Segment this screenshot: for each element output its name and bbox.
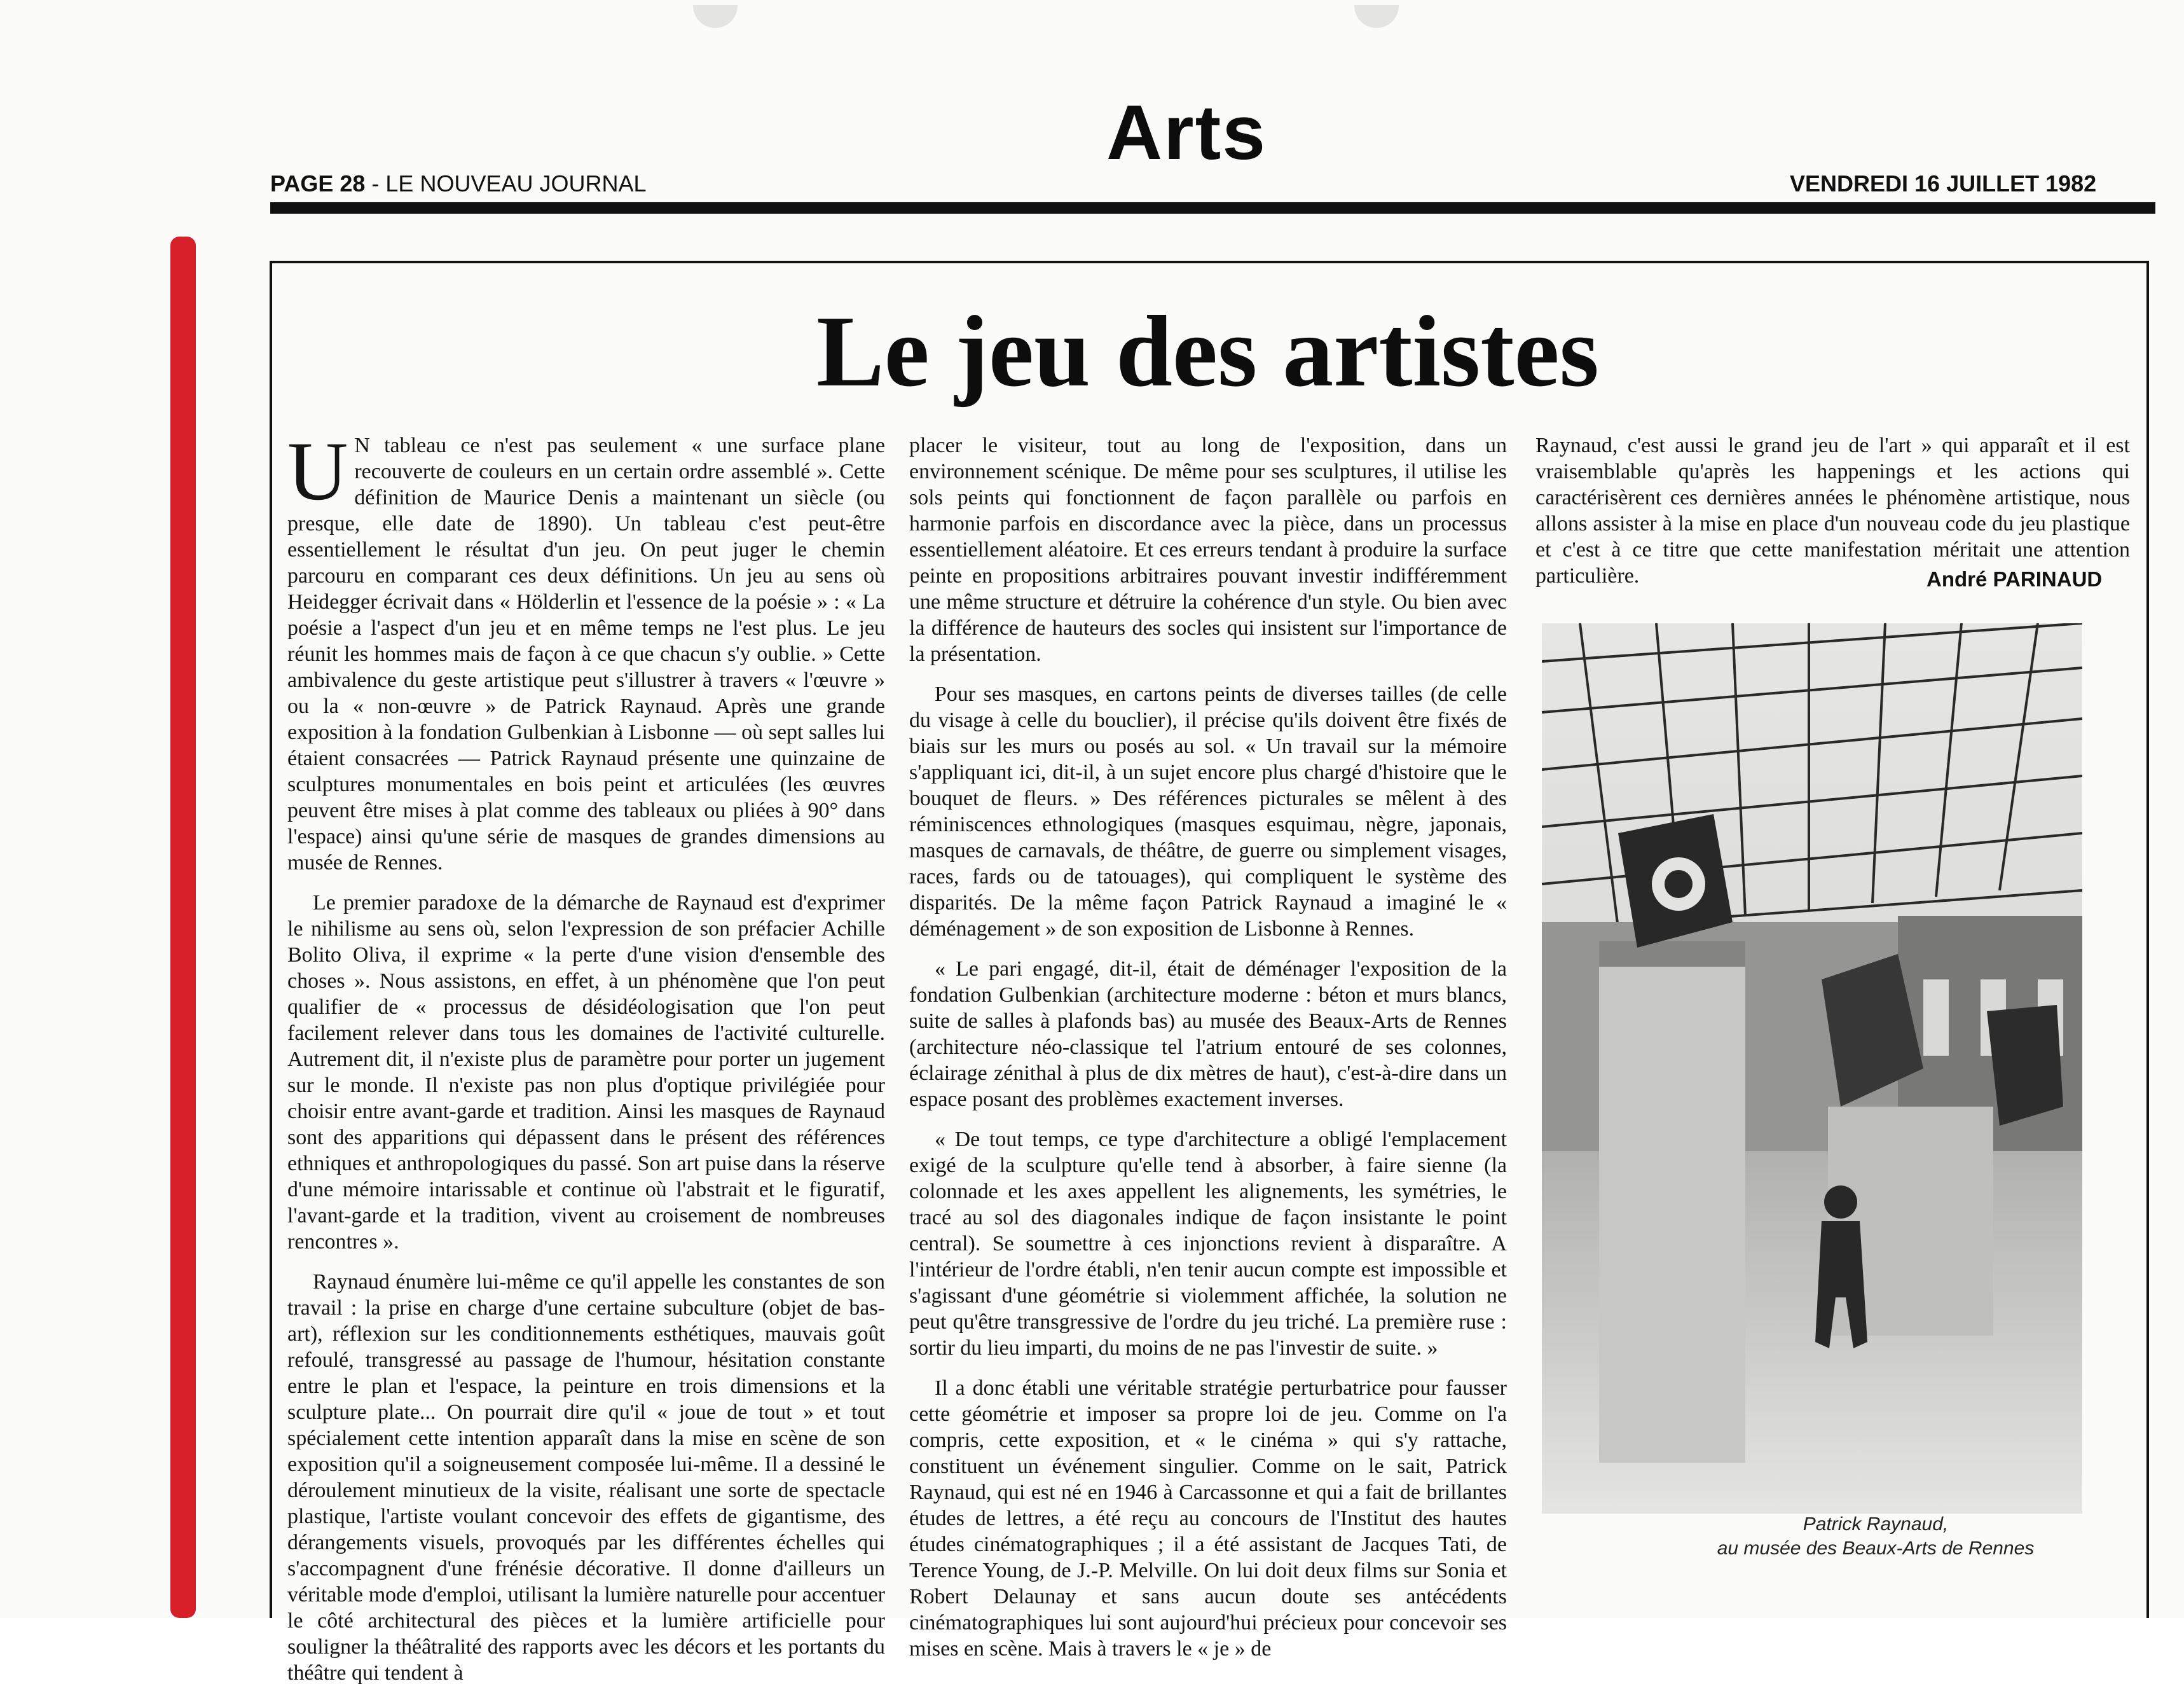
newspaper-name: LE NOUVEAU JOURNAL	[385, 170, 647, 197]
paragraph: placer le visiteur, tout au long de l'exposition, dans un environnement scénique. De même pour ses sculptures, il utilise les sols peints qui fonctionnent de façon parallèle ou parfois en harmonie parfois en discordance avec la pièce, dans un processus essentiellement aléatoire. Et ces erreurs tendant à produire la surface peinte en propositions arbitraires pouvant investir indifféremment une même structure et détruire la cohérence d'un style. Ou bien avec la différence de hauteurs des socles qui insistent sur l'importance de la présentation.	[909, 434, 1507, 666]
photo-caption	[1653, 1512, 2098, 1561]
issue-date: VENDREDI 16 JUILLET 1982	[1790, 170, 2097, 197]
paragraph: Il a donc établi une véritable stratégie perturbatrice pour fausser cette géométrie et imposer sa propre loi de jeu. Comme on l'a compris, cette exposition, et « le cinéma » qui s'y rattache, constituent un événement singulier. Comme on le sait, Patrick Raynaud, qui est né en 1946 à Carcassonne et qui a fait de brillantes études de lettres, a été reçu au concours de l'Institut des hautes études cinématographiques ; il a été assistant de Jacques Tati, de Terence Young, de J.-P. Melville. On lui doit deux films sur Sonia et Robert Delaunay et sans aucun doute ses antécédents cinématographiques lui sont aujourd'hui précieux pour concevoir ses mises en scène. Mais à travers le « je » de	[909, 1376, 1507, 1661]
caption-line: Patrick Raynaud,	[1803, 1514, 1949, 1535]
paragraph: Pour ses masques, en cartons peints de diverses tailles (de celle du visage à celle du bouclier), il précise qu'ils doivent être fixés de biais sur les murs ou posés au sol. « Un travail sur la mémoire s'appliquant ici, dit-il, à un sujet encore plus chargé d'histoire que le bouquet de fleurs. » Des références picturales se mêlent à des réminiscences ethnologiques (masques esquimau, nègre, japonais, masques de carnavals, de théâtre, de guerre ou simplement visages, races, fards ou de tatouages), qui compliquent le système des disparités. De la même façon Patrick Raynaud a imaginé le « déménagement » de son exposition de Lisbonne à Rennes.	[909, 682, 1507, 941]
paragraph-text: N tableau ce n'est pas seulement « une surface plane recouverte de couleurs en un certain ordre assemblé ». Cette définition de Maurice Denis a maintenant un siècle (ou presque, elle date de 1890). Un tableau c'est peut-être essentiellement le résultat d'un jeu. On peut juger le chemin parcouru en comparant ces deux définitions. Un jeu au sens où Heidegger écrivait dans « Hölderlin et l'essence de la poésie » : « La poésie a l'aspect d'un jeu et en même temps ne l'est plus. Le jeu réunit les hommes mais de façon à ce que chacun s'y oublie. » Cette ambivalence du geste artistique peut s'illustrer à travers « l'œuvre » ou la « non-œuvre » de Patrick Raynaud. Après une grande exposition à la fondation Gulbenkian à Lisbonne — où sept salles lui étaient consacrées — Patrick Raynaud présente une quinzaine de sculptures monumentales en bois peint et articulées (les œuvres peuvent être mises à plat comme des tableaux ou pliées à 90° dans l'espace) ainsi qu'une série de masques de grandes dimensions au musée de Rennes.	[287, 434, 885, 874]
paragraph: « Le pari engagé, dit-il, était de déménager l'exposition de la fondation Gulbenkian (architecture moderne : béton et murs blancs, suite de salles à plafonds bas) au musée des Beaux-Arts de Rennes (architecture néo-classique tel l'atrium entouré de ses colonnes, éclairage zénithal à plus de dix mètres de haut), c'est-à-dire dans un espace posant des problèmes exactement inverses.	[909, 957, 1507, 1111]
gallery-photo-illustration	[1542, 623, 2082, 1514]
paragraph	[287, 424, 885, 876]
page-folio	[270, 170, 647, 197]
page-number: PAGE 28	[270, 170, 366, 197]
drop-cap: U	[287, 424, 348, 518]
paragraph: Raynaud, c'est aussi le grand jeu de l'art » qui apparaît et il est vraisemblable qu'après les happenings et les actions qui caractérisèrent ces dernières années le phénomène artistique, nous allons assister à la mise en place d'un nouveau code du jeu plastique et c'est à ce titre que cette manifestation méritait une attention particulière.	[1535, 434, 2130, 588]
paragraph: « De tout temps, ce type d'architecture a obligé l'emplacement exigé de la sculpture qu'elle tend à absorber, à faire sienne (la colonnade et les axes appellent les alignements, les symétries, le tracé au sol des diagonales indique de façon insistante le point central). Se soumettre à ces injonctions revient à disparaître. A l'intérieur de l'ordre établi, n'en tenir aucun compte est impossible et s'agissant d'une géométrie si violemment affichée, la solution ne peut qu'être transgressive de l'ordre du jeu triché. La première ruse : sortir du lieu imparti, du moins de ne pas l'investir de suite. »	[909, 1128, 1507, 1360]
folio-separator: -	[365, 170, 386, 197]
author-byline: André PARINAUD	[1926, 567, 2103, 591]
caption-line: au musée des Beaux-Arts de Rennes	[1717, 1538, 2035, 1559]
article-column-1	[287, 424, 885, 1700]
header-rule	[270, 202, 2155, 214]
article-photo	[1542, 623, 2082, 1514]
article-column-2	[909, 432, 1507, 1676]
paragraph: Le premier paradoxe de la démarche de Raynaud est d'exprimer le nihilisme au sens où, selon l'expression de son préfacier Achille Bolito Oliva, il exprime « la perte d'une vision d'ensemble des choses ». Nous assistons, en effet, à un phénomène que l'on peut qualifier de « processus de désidéologisation que l'on peut facilement relever dans tous les domaines de l'activité culturelle. Autrement dit, il n'existe plus de paramètre pour porter un jugement sur le monde. Il n'existe pas non plus d'optique privilégiée pour choisir entre avant-garde et tradition. Ainsi les masques de Raynaud sont des apparitions qui dépassent dans le présent des références ethniques et anthropologiques du passé. Son art puise dans la réserve d'une mémoire intarissable et continue où l'abstrait et le figuratif, l'avant-garde et la tradition, vivent au croisement de nombreuses rencontres ».	[287, 891, 885, 1254]
red-marker-line	[170, 237, 196, 1618]
article-headline: Le jeu des artistes	[816, 294, 1599, 408]
section-title: Arts	[1106, 89, 1267, 176]
paragraph: Raynaud énumère lui-même ce qu'il appelle les constantes de son travail : la prise en charge d'une certaine subculture (objet de bas-art), réflexion sur les conditionnements esthétiques, mauvais goût refoulé, transgressé au passage de l'humour, hésitation constante entre le plan et l'espace, la peinture en trois dimensions et la sculpture plate... On pourrait dire qu'il « joue de tout » et tout spécialement cette intention apparaît dans la mise en scène de son exposition qu'il a soigneusement composée lui-même. Il a dessiné le déroulement minutieux de la visite, réalisant une sorte de spectacle plastique, l'artiste voulant concevoir des effets de gigantisme, des dérangements visuels, provoqués par les différentes échelles qui s'accompagnent d'une frénésie décorative. Il donne d'ailleurs un véritable mode d'emploi, utilisant la lumière naturelle pour accentuer le côté architectural des pièces et la lumière artificielle pour souligner la théâtralité des rapports avec les décors et les portants du théâtre qui tendent à	[287, 1270, 885, 1685]
